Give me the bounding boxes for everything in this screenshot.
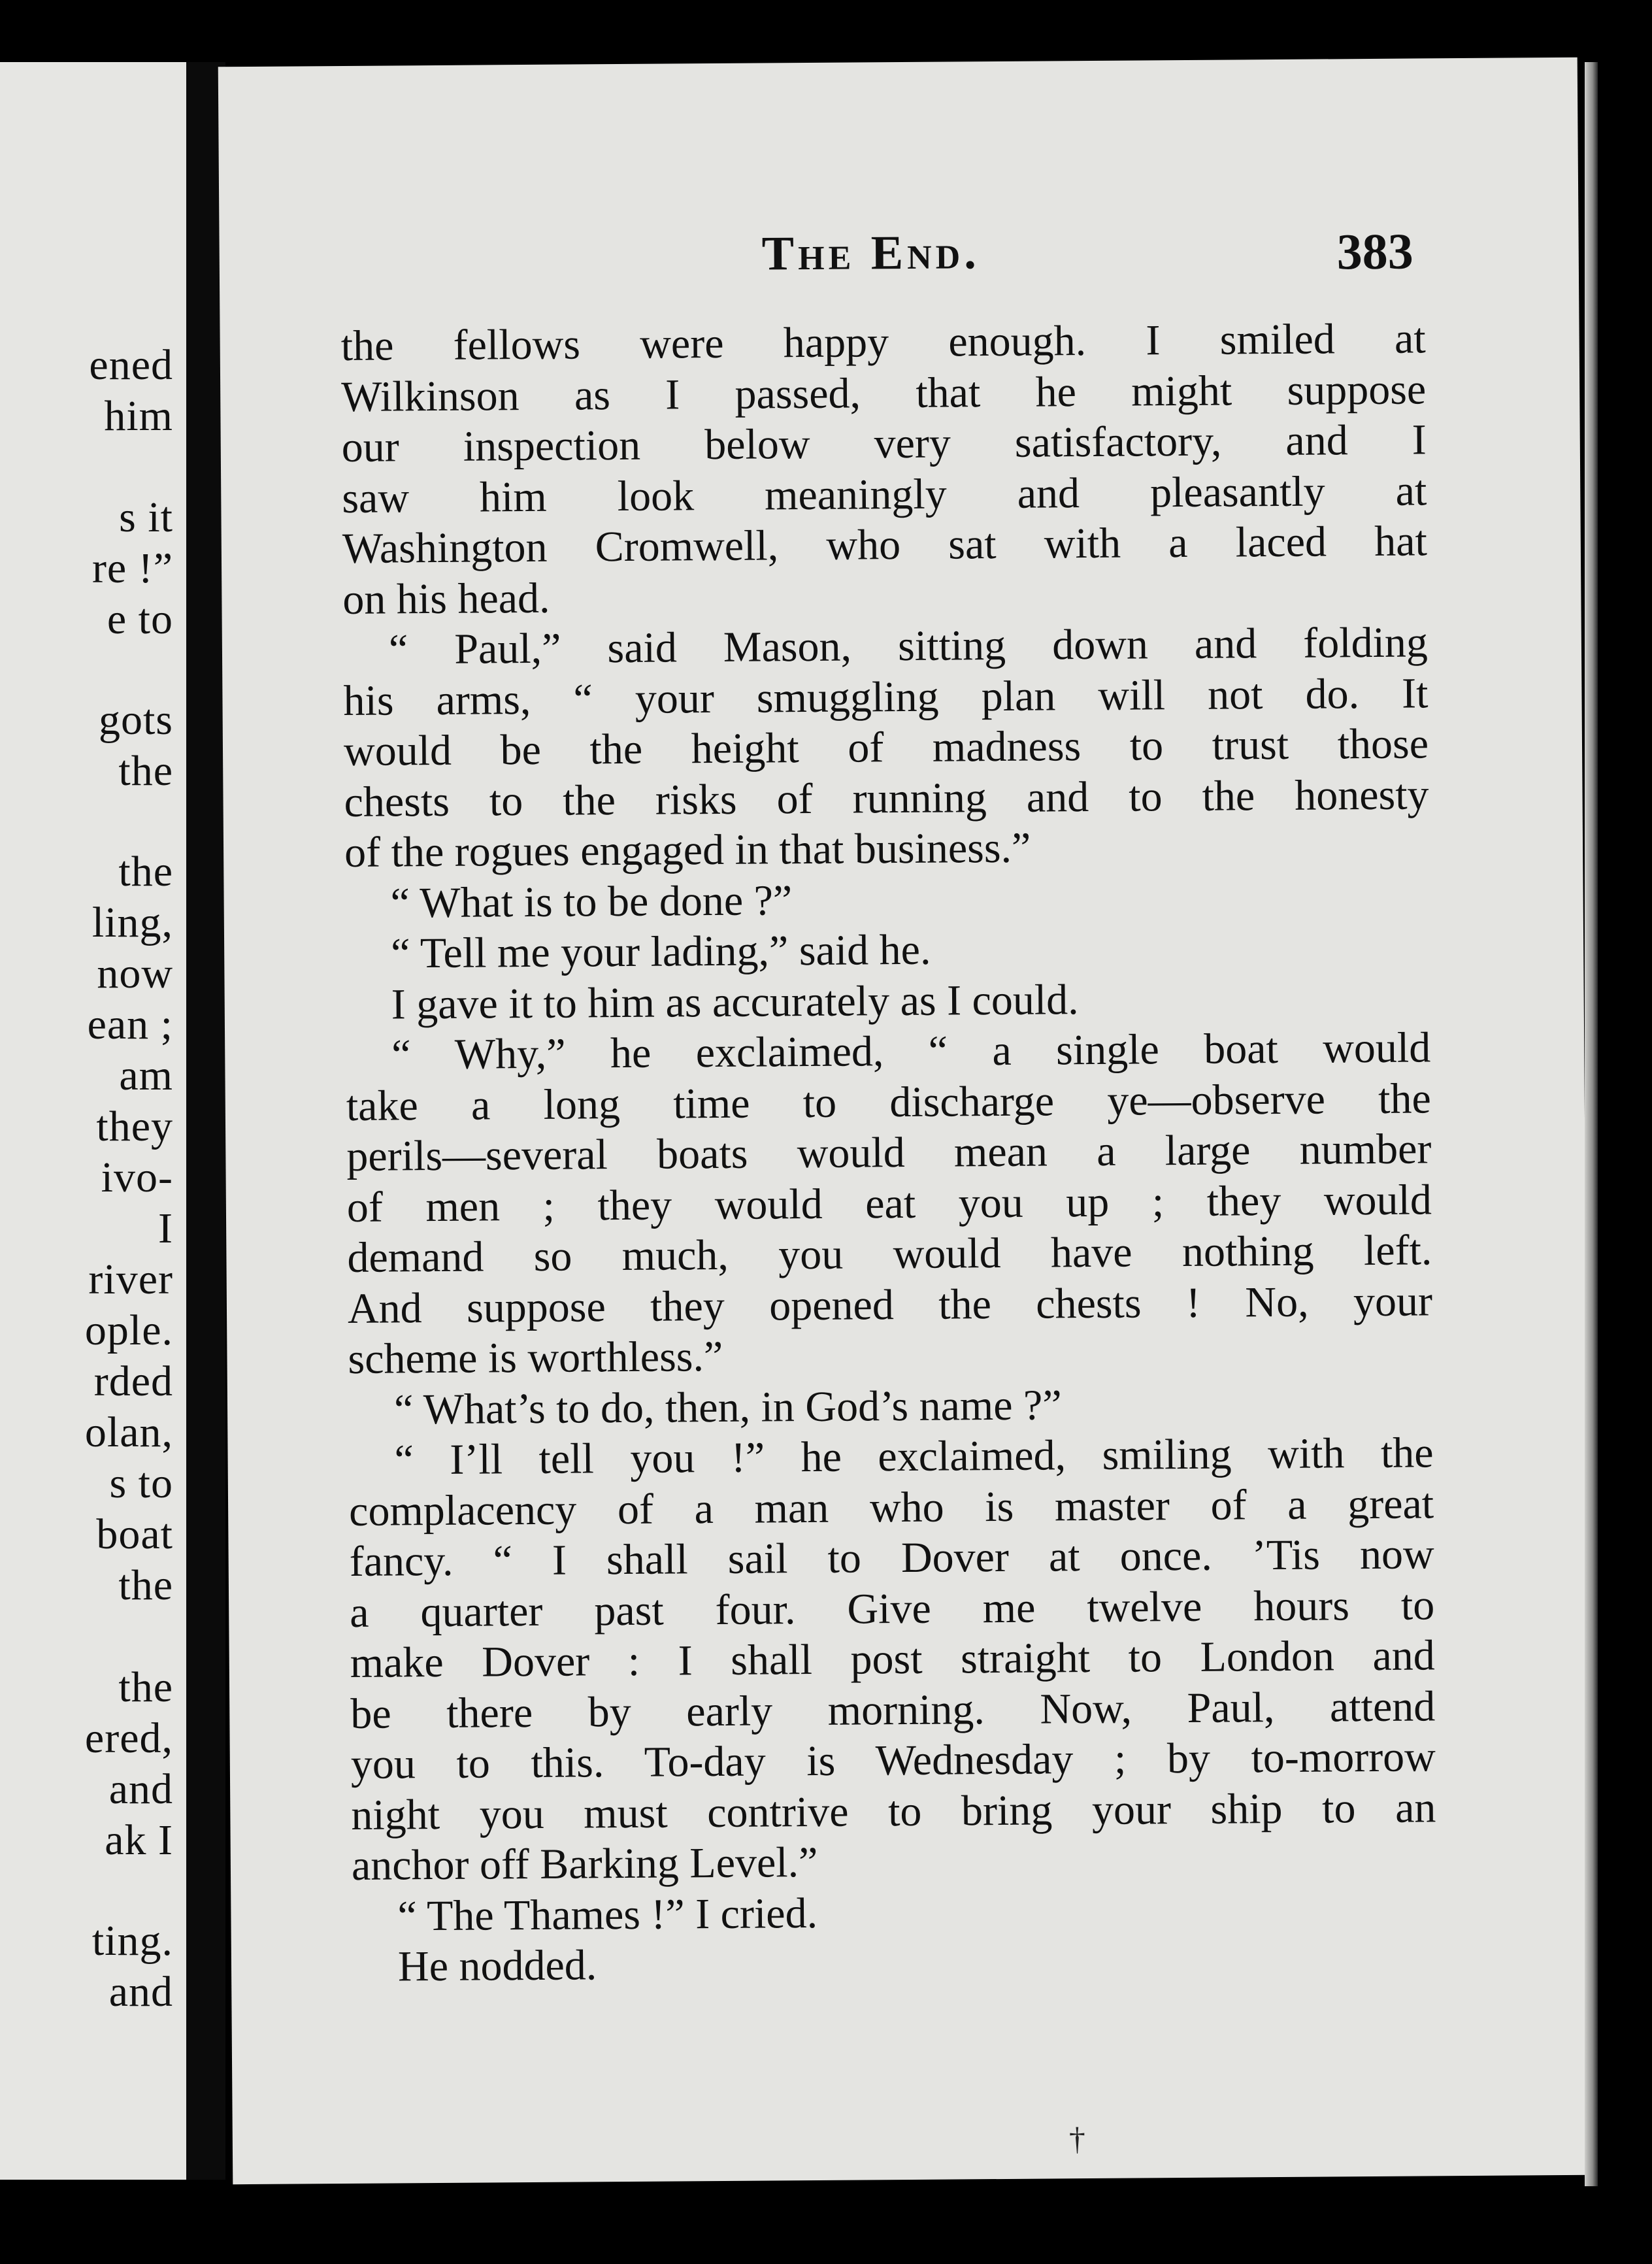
text-line: night you must contrive to bring your ship to an (351, 1783, 1436, 1839)
left-page-line: the (118, 1663, 173, 1711)
left-page-line: ered, (84, 1714, 173, 1762)
text-line: make Dover : I shall post straight to London and (350, 1631, 1435, 1687)
text-line: “ Why,” he exclaimed, “ a single boat would (391, 1024, 1431, 1079)
text-line: fancy. “ I shall sail to Dover at once. ’Tis now (349, 1530, 1434, 1586)
running-head: The End. (761, 225, 980, 281)
left-page-line: gots (98, 696, 173, 744)
left-page-line: river (88, 1256, 173, 1303)
text-line: I gave it to him as accurately as I could. (391, 975, 1079, 1028)
page-edge-shadow (1585, 62, 1598, 2186)
text-line: Washington Cromwell, who sat with a laced hat (342, 517, 1428, 573)
text-line: “ What’s to do, then, in God’s name ?” (393, 1380, 1062, 1433)
text-line: on his head. (342, 574, 550, 624)
text-line: our inspection below very satisfactory, and I (341, 416, 1427, 471)
left-page-line: him (104, 392, 173, 440)
book-gutter (186, 62, 225, 2180)
right-page (218, 58, 1593, 2184)
text-line: “ The Thames !” I cried. (397, 1889, 818, 1940)
text-line: demand so much, you would have nothing left. (347, 1226, 1432, 1282)
left-page-line: ling, (91, 899, 173, 946)
left-facing-page (0, 62, 186, 2180)
left-page-line: am (119, 1052, 173, 1099)
left-page-line: ak I (105, 1816, 173, 1864)
text-line: He nodded. (397, 1941, 597, 1991)
left-page-line: now (97, 950, 173, 997)
text-line: scheme is worthless.” (348, 1332, 723, 1383)
left-page-line: they (96, 1103, 173, 1150)
text-line: Wilkinson as I passed, that he might suppose (340, 365, 1427, 421)
left-page-line: ened (89, 341, 173, 389)
left-page-line: I (158, 1205, 173, 1252)
text-line: would be the height of madness to trust those (343, 720, 1429, 775)
text-line: And suppose they opened the chests ! No, your (347, 1276, 1433, 1333)
text-line: anchor off Barking Level.” (351, 1838, 818, 1889)
left-page-line: ivo- (101, 1154, 173, 1201)
text-line: “ Paul,” said Mason, sitting down and folding (388, 618, 1429, 674)
text-line: of the rogues engaged in that business.” (344, 824, 1031, 876)
left-page-line: re !” (91, 544, 173, 592)
left-page-line: olan, (84, 1408, 173, 1456)
left-page-line: s it (119, 493, 173, 541)
stray-ink-mark: † (1068, 2120, 1086, 2157)
text-line: “ Tell me your lading,” said he. (390, 925, 931, 978)
left-page-line: ople. (84, 1307, 173, 1354)
left-page-line: ean ; (87, 1001, 173, 1048)
page-number: 383 (1336, 222, 1414, 280)
left-page-line: rded (93, 1357, 173, 1405)
text-line: take a long time to discharge ye—observe the (346, 1074, 1432, 1130)
left-page-line: e to (107, 595, 173, 643)
left-page-line: and (108, 1968, 173, 2016)
text-line: his arms, “ your smuggling plan will not do. It (343, 669, 1429, 725)
left-page-line: the (118, 848, 173, 895)
text-line: “ I’ll tell you !” he exclaimed, smiling with the (394, 1429, 1434, 1484)
text-line: the fellows were happy enough. I smiled at (340, 314, 1426, 370)
text-line: a quarter past four. Give me twelve hours to (349, 1580, 1435, 1637)
text-line: “ What is to be done ?” (390, 876, 793, 927)
text-line: saw him look meaningly and pleasantly at (342, 466, 1427, 522)
left-page-line: the (118, 1561, 173, 1609)
body-text (340, 313, 1437, 1992)
left-page-line: boat (96, 1510, 173, 1558)
text-line: perils—several boats would mean a large number (346, 1125, 1432, 1180)
text-line: be there by early morning. Now, Paul, attend (350, 1682, 1436, 1738)
text-line: chests to the risks of running and to the honesty (344, 770, 1429, 826)
left-page-line: ting. (91, 1917, 173, 1965)
text-line: of men ; they would eat you up ; they would (346, 1175, 1432, 1231)
left-page-line: the (118, 747, 173, 795)
left-page-line: and (108, 1765, 173, 1813)
text-line: complacency of a man who is master of a great (348, 1479, 1434, 1535)
left-page-line: s to (109, 1459, 173, 1507)
text-line: you to this. To-day is Wednesday ; by to-morrow (350, 1733, 1436, 1788)
